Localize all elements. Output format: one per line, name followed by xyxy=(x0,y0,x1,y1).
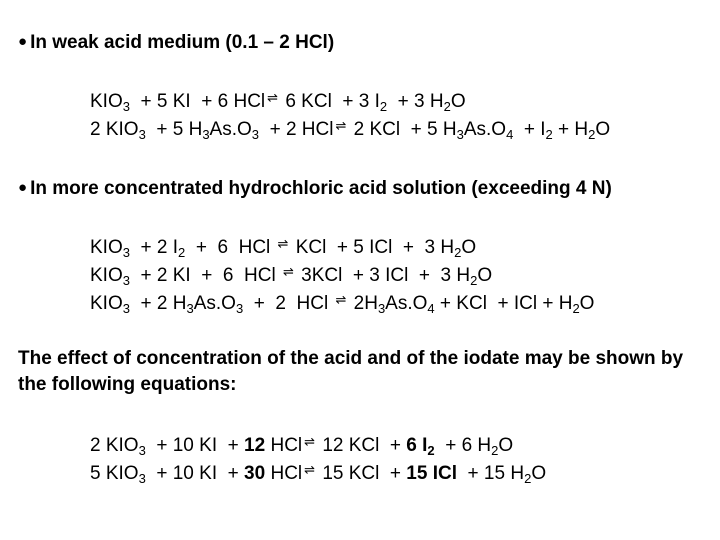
equation: 5 $KIO_3 + 10$ KI + 30 HCl ⇌ 15 KCl + 15 ICl + 15 $H_2O$ xyxy=(90,462,547,486)
subscript: 3 xyxy=(122,301,130,316)
equilibrium-arrow-icon: ⇌ xyxy=(335,292,347,307)
equilibrium-arrow-icon: ⇌ xyxy=(304,462,316,477)
subscript: 2 xyxy=(379,99,388,114)
equation xyxy=(90,262,594,290)
subscript: 2 xyxy=(545,127,553,142)
equation-text: O xyxy=(579,293,595,314)
equilibrium-arrow-icon: ⇌ xyxy=(304,434,316,449)
equation-text: KIO xyxy=(90,91,123,112)
section-1-equations xyxy=(90,88,610,144)
subscript: 4 xyxy=(427,301,435,316)
equation-text: + 6 HCl xyxy=(185,237,276,258)
equation-text: + H xyxy=(552,119,589,140)
section-2-heading xyxy=(18,178,612,200)
equilibrium-arrow-icon: ⇌ xyxy=(282,264,294,279)
equation-text: + 5 H xyxy=(145,119,203,140)
equation-text: 3KCl + 3 ICl + 3 H xyxy=(295,265,471,286)
equation-text: + 5 KI + 6 HCl xyxy=(129,91,266,112)
subscript: 3 xyxy=(251,127,260,142)
equation-text: + I xyxy=(513,119,546,140)
equation-text: + 2 HCl xyxy=(243,293,334,314)
subscript: 3 xyxy=(456,127,464,142)
bullet-icon: ● xyxy=(18,33,28,50)
equation-text: + 2 H xyxy=(129,293,187,314)
equation-text: 2 KIO xyxy=(90,119,139,140)
subscript: 3 xyxy=(202,127,210,142)
equation: 2 $KIO_3 + 10$ KI + 12 HCl ⇌ 12 KCl + 6 $I_2 + 6$ $H_2O$ xyxy=(90,434,514,458)
subscript: 2 xyxy=(454,245,462,260)
equation-text: + 2 KI + 6 HCl xyxy=(129,265,281,286)
subscript: 2 xyxy=(588,127,596,142)
equation-text: 2H xyxy=(348,293,378,314)
concentration-effect-paragraph: The effect of concentration of the acid and of the iodate may be shown by the following equations: xyxy=(18,348,684,395)
equilibrium-arrow-icon: ⇌ xyxy=(335,118,347,133)
equation-text: + KCl + ICl + H xyxy=(434,293,573,314)
equation-text: As.O xyxy=(463,119,507,140)
equation-text: + 2 HCl xyxy=(259,119,334,140)
subscript: 2 xyxy=(443,99,451,114)
equation-text: KIO xyxy=(90,265,123,286)
equation-text: O xyxy=(477,265,493,286)
subscript: 2 xyxy=(572,301,580,316)
equation-text: O xyxy=(595,119,611,140)
subscript: 3 xyxy=(122,245,130,260)
section-3-equations xyxy=(90,432,546,488)
equation-text: 6 KCl + 3 I xyxy=(280,91,380,112)
subscript: 3 xyxy=(235,301,244,316)
equation-text: + 3 H xyxy=(387,91,444,112)
equation-text: KIO xyxy=(90,237,123,258)
equation-text: As.O xyxy=(385,293,428,314)
equation-text: As.O xyxy=(209,119,252,140)
equation-text: 2 KCl + 5 H xyxy=(348,119,457,140)
equation xyxy=(90,234,594,262)
equation xyxy=(90,116,610,144)
equation-text: + 2 I xyxy=(129,237,179,258)
section-1-heading-text: In weak acid medium (0.1 – 2 HCl) xyxy=(30,32,335,53)
equation-text: O xyxy=(450,91,466,112)
equilibrium-arrow-icon: ⇌ xyxy=(277,236,289,251)
subscript: 2 xyxy=(470,273,478,288)
subscript: 3 xyxy=(122,273,130,288)
equation-text: KCl + 5 ICl + 3 H xyxy=(290,237,455,258)
subscript: 3 xyxy=(186,301,194,316)
bullet-icon: ● xyxy=(18,179,28,196)
equation-text: KIO xyxy=(90,293,123,314)
section-2-equations xyxy=(90,234,594,318)
subscript: 3 xyxy=(122,99,130,114)
equation xyxy=(90,88,610,116)
subscript: 2 xyxy=(178,245,186,260)
equation-text: As.O xyxy=(193,293,236,314)
equation xyxy=(90,290,594,318)
subscript: 3 xyxy=(138,127,146,142)
subscript: 4 xyxy=(506,127,514,142)
equilibrium-arrow-icon: ⇌ xyxy=(267,90,279,105)
subscript: 3 xyxy=(377,301,386,316)
equation-text: O xyxy=(461,237,477,258)
section-2-heading-text: In more concentrated hydrochloric acid solution (exceeding 4 N) xyxy=(30,178,612,199)
section-1-heading xyxy=(18,32,334,54)
